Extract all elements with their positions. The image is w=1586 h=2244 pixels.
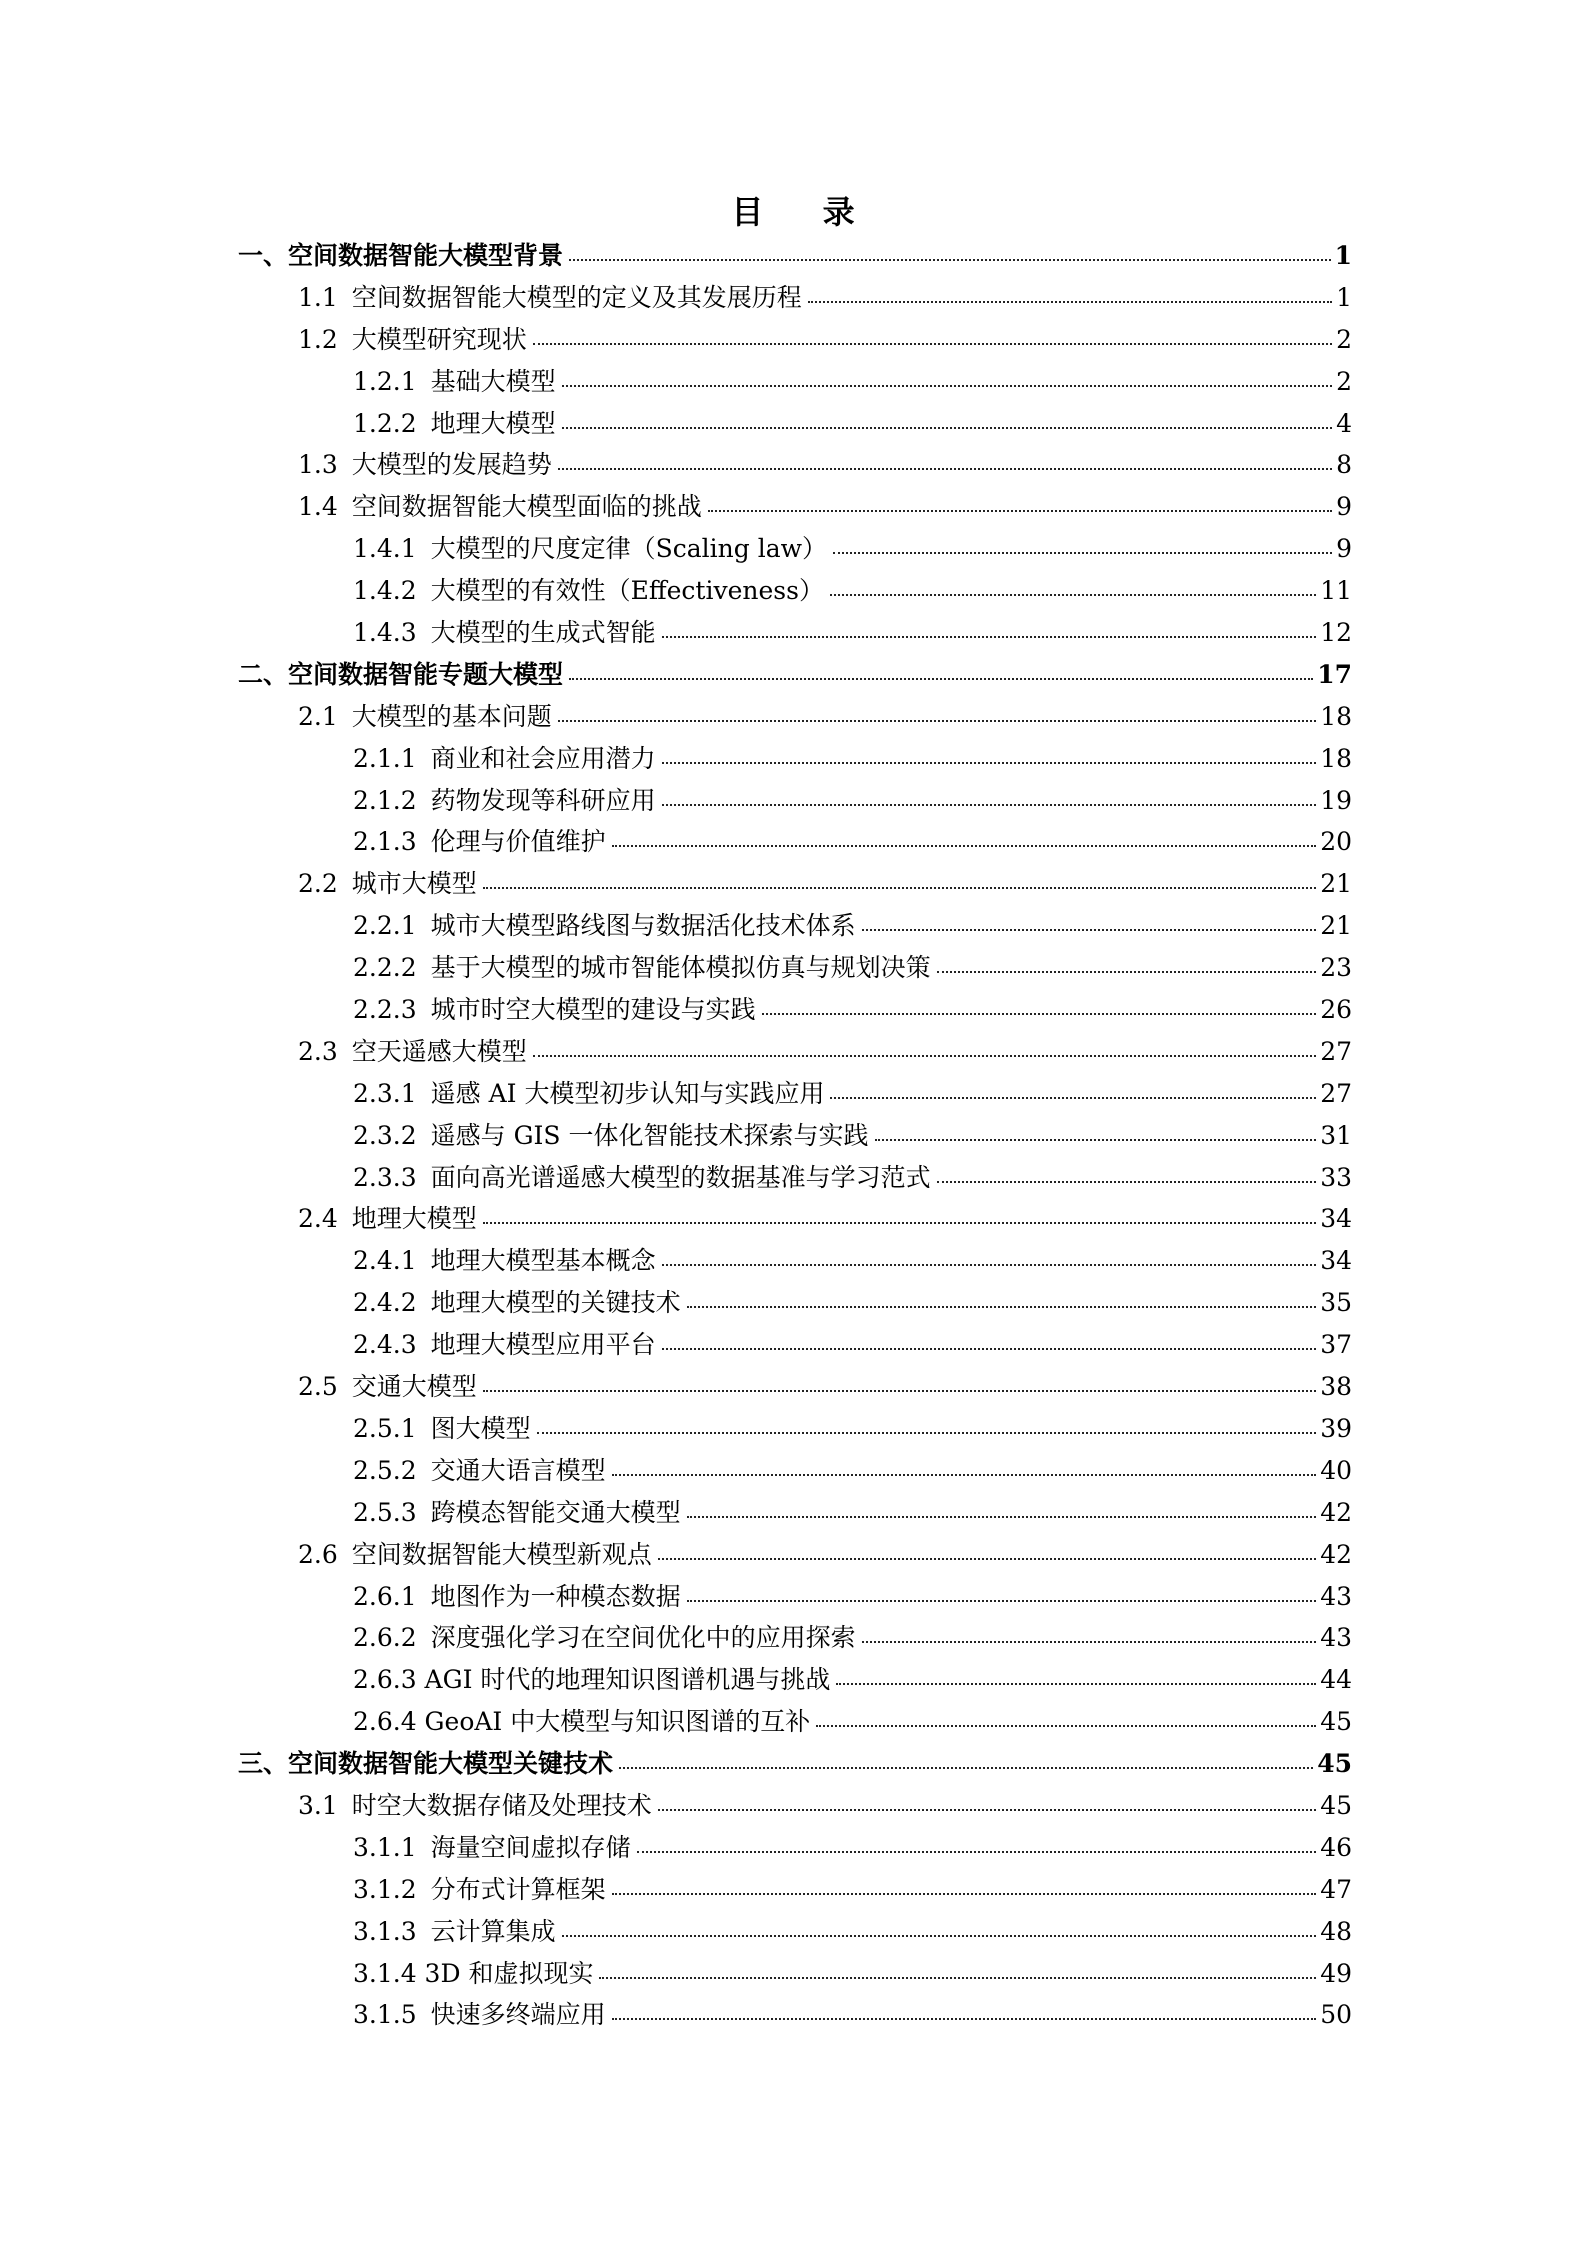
toc-entry-page-number: 45 — [1320, 1707, 1352, 1737]
toc-entry-label — [353, 1495, 681, 1531]
toc-entry-number: 2.6.1 — [353, 1581, 417, 1611]
toc-entry-label — [298, 1034, 527, 1070]
dot-leader — [708, 509, 1332, 512]
toc-entry[interactable] — [0, 1241, 1586, 1283]
toc-entry-number: 1.3 — [298, 450, 338, 480]
toc-entry-label — [298, 280, 802, 316]
dot-leader — [687, 1515, 1317, 1518]
toc-entry-text: 大模型的发展趋势 — [351, 450, 552, 480]
toc-entry-page-number: 27 — [1320, 1078, 1352, 1108]
toc-entry[interactable] — [0, 948, 1586, 990]
dot-leader — [533, 1054, 1316, 1057]
toc-entry-label — [353, 1076, 824, 1112]
toc-entry[interactable] — [0, 1158, 1586, 1200]
toc-entry-number: 2.4.2 — [353, 1288, 417, 1318]
dot-leader — [483, 1389, 1316, 1392]
toc-entry-text: 城市时空大模型的建设与实践 — [430, 995, 756, 1025]
toc-entry-number: 2.6.2 — [353, 1623, 417, 1653]
toc-entry-text: 城市大模型 — [351, 869, 477, 899]
toc-entry[interactable] — [0, 487, 1586, 529]
toc-entry[interactable] — [0, 1786, 1586, 1828]
toc-entry-label — [298, 1788, 652, 1824]
toc-entry[interactable] — [0, 1828, 1586, 1870]
toc-entry-text: 地理大模型 — [351, 1204, 477, 1234]
dot-leader — [558, 719, 1316, 722]
toc-entry-text: 遥感与 GIS 一体化智能技术探索与实践 — [430, 1120, 869, 1150]
toc-entry-page-number: 44 — [1320, 1665, 1352, 1695]
toc-entry-label — [353, 908, 856, 944]
toc-entry-number: 2.1.3 — [353, 827, 417, 857]
toc-entry-number: 2.3.1 — [353, 1078, 417, 1108]
toc-entry-text: 大模型的基本问题 — [351, 701, 552, 731]
toc-entry-label — [353, 1285, 681, 1321]
toc-entry-page-number: 37 — [1320, 1330, 1352, 1360]
toc-entry-label — [353, 1662, 830, 1698]
toc-entry-label — [298, 489, 702, 525]
dot-leader — [612, 844, 1317, 847]
toc-entry-label — [353, 573, 824, 609]
toc-entry-text: 交通大语言模型 — [430, 1455, 606, 1485]
dot-leader — [808, 300, 1332, 303]
toc-entry[interactable] — [0, 1325, 1586, 1367]
toc-entry-text: 大模型的有效性（Effectiveness） — [430, 576, 824, 606]
toc-entry-text: 面向高光谱遥感大模型的数据基准与学习范式 — [430, 1162, 931, 1192]
toc-entry-page-number: 4 — [1336, 408, 1352, 438]
dot-leader — [830, 593, 1316, 596]
toc-entry-number: 1.4.1 — [353, 534, 417, 564]
dot-leader — [562, 384, 1332, 387]
dot-leader — [569, 258, 1331, 261]
toc-entry-label — [353, 1997, 606, 2033]
dot-leader — [483, 1221, 1316, 1224]
toc-entry-label — [238, 657, 563, 693]
toc-entry-number: 3.1.5 — [353, 2000, 417, 2030]
toc-entry[interactable] — [0, 1912, 1586, 1954]
toc-entry[interactable] — [0, 1199, 1586, 1241]
toc-entry-page-number: 50 — [1320, 2000, 1352, 2030]
toc-entry-number: 2.5.1 — [353, 1413, 417, 1443]
toc-entry-page-number: 39 — [1320, 1413, 1352, 1443]
dot-leader — [862, 928, 1317, 931]
toc-entry[interactable] — [0, 1451, 1586, 1493]
toc-entry-page-number: 33 — [1320, 1162, 1352, 1192]
dot-leader — [937, 1180, 1317, 1183]
dot-leader — [687, 1305, 1317, 1308]
toc-entry-text: 2.6.3 AGI 时代的地理知识图谱机遇与挑战 — [353, 1665, 831, 1695]
dot-leader — [562, 1934, 1317, 1937]
toc-entry-text: 跨模态智能交通大模型 — [430, 1497, 681, 1527]
toc-entry-page-number: 43 — [1320, 1623, 1352, 1653]
toc-entry-page-number: 1 — [1334, 241, 1352, 270]
dot-leader — [937, 970, 1317, 973]
toc-entry[interactable] — [0, 1618, 1586, 1660]
toc-list — [0, 236, 1586, 2037]
toc-entry-number: 2.5 — [298, 1372, 338, 1402]
toc-entry-page-number: 38 — [1320, 1372, 1352, 1402]
toc-entry-text: 3.1.4 3D 和虚拟现实 — [353, 1958, 594, 1988]
toc-entry-label — [353, 406, 556, 442]
toc-entry[interactable] — [0, 362, 1586, 404]
toc-entry-number: 2.5.2 — [353, 1455, 417, 1485]
toc-entry-page-number: 45 — [1317, 1749, 1352, 1779]
toc-entry-page-number: 9 — [1336, 492, 1352, 522]
toc-entry-number: 1.2 — [298, 324, 338, 354]
toc-entry-page-number: 47 — [1320, 1874, 1352, 1904]
toc-entry-page-number: 12 — [1320, 618, 1352, 648]
toc-entry-text: 2.6.4 GeoAI 中大模型与知识图谱的互补 — [353, 1707, 811, 1737]
toc-entry[interactable] — [0, 1702, 1586, 1744]
toc-title: 目 录 — [731, 193, 879, 231]
toc-entry-page-number: 23 — [1320, 953, 1352, 983]
toc-entry[interactable] — [0, 1116, 1586, 1158]
toc-entry-number: 2.2.3 — [353, 995, 417, 1025]
dot-leader — [687, 1599, 1317, 1602]
toc-entry-text: 大模型的生成式智能 — [430, 618, 656, 648]
toc-entry[interactable] — [0, 990, 1586, 1032]
toc-entry[interactable] — [0, 529, 1586, 571]
toc-entry-page-number: 26 — [1320, 995, 1352, 1025]
toc-entry-label — [353, 950, 931, 986]
dot-leader — [558, 467, 1332, 470]
toc-entry[interactable] — [0, 906, 1586, 948]
toc-entry-text: 二、空间数据智能专题大模型 — [238, 659, 564, 689]
toc-entry-page-number: 45 — [1320, 1790, 1352, 1820]
toc-entry-text: 图大模型 — [430, 1413, 531, 1443]
dot-leader — [658, 1808, 1316, 1811]
toc-entry-number: 2.4.1 — [353, 1246, 417, 1276]
toc-entry[interactable] — [0, 1283, 1586, 1325]
toc-entry-text: 地图作为一种模态数据 — [430, 1581, 681, 1611]
toc-entry-number: 2.2.2 — [353, 953, 417, 983]
toc-entry-number: 1.2.2 — [353, 408, 417, 438]
toc-entry[interactable] — [0, 822, 1586, 864]
toc-entry-number: 2.3 — [298, 1036, 338, 1066]
toc-entry-page-number: 42 — [1320, 1497, 1352, 1527]
toc-entry-number: 2.5.3 — [353, 1497, 417, 1527]
toc-entry[interactable] — [0, 1744, 1586, 1786]
toc-entry-number: 2.4 — [298, 1204, 338, 1234]
dot-leader — [533, 342, 1332, 345]
toc-entry-text: 分布式计算框架 — [430, 1874, 606, 1904]
toc-entry-label — [298, 447, 552, 483]
toc-entry-text: 基于大模型的城市智能体模拟仿真与规划决策 — [430, 953, 931, 983]
dot-leader — [875, 1138, 1317, 1141]
toc-entry-number: 1.1 — [298, 282, 338, 312]
toc-entry-number: 3.1.1 — [353, 1832, 417, 1862]
toc-entry-number: 2.1 — [298, 701, 338, 731]
toc-entry-number: 2.3.3 — [353, 1162, 417, 1192]
toc-entry[interactable] — [0, 1032, 1586, 1074]
toc-entry-number: 3.1 — [298, 1790, 338, 1820]
toc-entry-label — [298, 1537, 652, 1573]
toc-entry-text: 空间数据智能大模型新观点 — [351, 1539, 652, 1569]
toc-entry-number: 1.4.2 — [353, 576, 417, 606]
dot-leader — [833, 551, 1332, 554]
toc-entry[interactable] — [0, 278, 1586, 320]
toc-entry-label — [353, 531, 827, 567]
toc-entry-page-number: 34 — [1320, 1246, 1352, 1276]
toc-entry-text: 基础大模型 — [430, 366, 556, 396]
toc-entry[interactable] — [0, 1660, 1586, 1702]
dot-leader — [612, 2017, 1317, 2020]
toc-entry-page-number: 48 — [1320, 1916, 1352, 1946]
dot-leader — [662, 635, 1317, 638]
toc-entry[interactable] — [0, 320, 1586, 362]
toc-entry-text: 交通大模型 — [351, 1372, 477, 1402]
toc-entry-label — [298, 866, 477, 902]
toc-entry-page-number: 17 — [1317, 659, 1352, 689]
toc-entry-label — [353, 1956, 593, 1992]
toc-entry-label — [353, 615, 656, 651]
toc-entry-text: 一、空间数据智能大模型背景 — [238, 241, 564, 270]
dot-leader — [836, 1682, 1316, 1685]
toc-entry-text: 地理大模型应用平台 — [430, 1330, 656, 1360]
toc-entry[interactable] — [0, 1577, 1586, 1619]
toc-entry[interactable] — [0, 1535, 1586, 1577]
toc-entry-label — [353, 364, 556, 400]
toc-entry-label — [353, 1453, 606, 1489]
toc-entry-text: 地理大模型基本概念 — [430, 1246, 656, 1276]
toc-entry-page-number: 31 — [1320, 1120, 1352, 1150]
toc-entry-label — [353, 992, 756, 1028]
toc-entry-text: 空间数据智能大模型的定义及其发展历程 — [351, 282, 802, 312]
toc-entry[interactable] — [0, 1870, 1586, 1912]
toc-entry-page-number: 40 — [1320, 1455, 1352, 1485]
toc-entry-number: 1.4 — [298, 492, 338, 522]
toc-entry[interactable] — [0, 236, 1586, 278]
toc-entry-page-number: 18 — [1320, 701, 1352, 731]
toc-entry-number: 2.2.1 — [353, 911, 417, 941]
toc-entry-label — [353, 1579, 681, 1615]
toc-entry[interactable] — [0, 571, 1586, 613]
toc-entry-text: 快速多终端应用 — [430, 2000, 606, 2030]
dot-leader — [662, 1263, 1317, 1266]
toc-entry-number: 2.1.1 — [353, 743, 417, 773]
toc-entry-page-number: 8 — [1336, 450, 1352, 480]
toc-entry-label — [353, 783, 656, 819]
dot-leader — [619, 1766, 1313, 1769]
toc-entry-page-number: 46 — [1320, 1832, 1352, 1862]
toc-entry-number: 2.1.2 — [353, 785, 417, 815]
toc-entry-label — [353, 824, 606, 860]
toc-entry-page-number: 19 — [1320, 785, 1352, 815]
toc-entry-page-number: 1 — [1336, 282, 1352, 312]
toc-entry-page-number: 20 — [1320, 827, 1352, 857]
toc-entry[interactable] — [0, 697, 1586, 739]
toc-entry-page-number: 35 — [1320, 1288, 1352, 1318]
dot-leader — [562, 426, 1332, 429]
toc-entry[interactable] — [0, 445, 1586, 487]
dot-leader — [658, 1557, 1316, 1560]
toc-entry-page-number: 49 — [1320, 1958, 1352, 1988]
dot-leader — [816, 1724, 1316, 1727]
toc-entry-label — [353, 1327, 656, 1363]
toc-entry-text: 深度强化学习在空间优化中的应用探索 — [430, 1623, 856, 1653]
toc-entry-number: 2.3.2 — [353, 1120, 417, 1150]
toc-entry-label — [238, 238, 563, 274]
toc-entry-page-number: 9 — [1336, 534, 1352, 564]
dot-leader — [612, 1473, 1317, 1476]
toc-entry[interactable] — [0, 1409, 1586, 1451]
toc-entry[interactable] — [0, 1074, 1586, 1116]
toc-entry-label — [353, 1160, 931, 1196]
toc-entry-label — [353, 1411, 531, 1447]
dot-leader — [569, 677, 1313, 680]
dot-leader — [612, 1892, 1317, 1895]
toc-entry[interactable] — [0, 864, 1586, 906]
toc-entry-page-number: 21 — [1320, 869, 1352, 899]
toc-entry-text: 城市大模型路线图与数据活化技术体系 — [430, 911, 856, 941]
toc-entry-page-number: 21 — [1320, 911, 1352, 941]
dot-leader — [637, 1850, 1317, 1853]
toc-entry-number: 1.2.1 — [353, 366, 417, 396]
toc-entry-number: 3.1.3 — [353, 1916, 417, 1946]
toc-entry-text: 地理大模型的关键技术 — [430, 1288, 681, 1318]
toc-entry-page-number: 11 — [1320, 576, 1352, 606]
toc-entry-text: 空间数据智能大模型面临的挑战 — [351, 492, 702, 522]
toc-entry-text: 海量空间虚拟存储 — [430, 1832, 631, 1862]
dot-leader — [662, 761, 1317, 764]
toc-entry-label — [298, 1369, 477, 1405]
toc-entry[interactable] — [0, 781, 1586, 823]
dot-leader — [662, 803, 1317, 806]
dot-leader — [662, 1347, 1317, 1350]
toc-entry[interactable] — [0, 1995, 1586, 2037]
toc-entry-label — [353, 1830, 631, 1866]
toc-entry-label — [298, 699, 552, 735]
toc-entry-number: 2.2 — [298, 869, 338, 899]
toc-entry-label — [353, 1118, 869, 1154]
toc-entry[interactable] — [0, 1954, 1586, 1996]
toc-entry-label — [298, 322, 527, 358]
toc-entry[interactable] — [0, 739, 1586, 781]
dot-leader — [483, 886, 1316, 889]
toc-entry-label — [238, 1746, 613, 1782]
toc-entry-page-number: 27 — [1320, 1036, 1352, 1066]
toc-entry-page-number: 43 — [1320, 1581, 1352, 1611]
toc-entry-text: 时空大数据存储及处理技术 — [351, 1790, 652, 1820]
toc-entry[interactable] — [0, 404, 1586, 446]
toc-entry-label — [298, 1201, 477, 1237]
toc-entry[interactable] — [0, 655, 1586, 697]
toc-entry-text: 三、空间数据智能大模型关键技术 — [238, 1749, 614, 1779]
dot-leader — [599, 1976, 1316, 1979]
toc-entry-text: 云计算集成 — [430, 1916, 556, 1946]
toc-entry-page-number: 42 — [1320, 1539, 1352, 1569]
toc-entry-label — [353, 1620, 856, 1656]
toc-entry-label — [353, 741, 656, 777]
toc-entry-text: 商业和社会应用潜力 — [430, 743, 656, 773]
toc-entry-label — [353, 1704, 810, 1740]
toc-entry-label — [353, 1872, 606, 1908]
toc-entry-page-number: 34 — [1320, 1204, 1352, 1234]
toc-entry-text: 大模型研究现状 — [351, 324, 527, 354]
dot-leader — [862, 1640, 1317, 1643]
toc-entry-page-number: 2 — [1336, 366, 1352, 396]
toc-entry-number: 3.1.2 — [353, 1874, 417, 1904]
toc-entry-text: 药物发现等科研应用 — [430, 785, 656, 815]
toc-entry-text: 空天遥感大模型 — [351, 1036, 527, 1066]
toc-entry-label — [353, 1914, 556, 1950]
toc-entry-number: 2.6 — [298, 1539, 338, 1569]
toc-entry[interactable] — [0, 613, 1586, 655]
toc-entry-label — [353, 1243, 656, 1279]
toc-entry-text: 伦理与价值维护 — [430, 827, 606, 857]
toc-entry-number: 1.4.3 — [353, 618, 417, 648]
toc-entry-text: 遥感 AI 大模型初步认知与实践应用 — [430, 1078, 825, 1108]
toc-entry-text: 地理大模型 — [430, 408, 556, 438]
toc-entry[interactable] — [0, 1493, 1586, 1535]
toc-entry-page-number: 18 — [1320, 743, 1352, 773]
toc-entry-number: 2.4.3 — [353, 1330, 417, 1360]
toc-entry[interactable] — [0, 1367, 1586, 1409]
toc-entry-text: 大模型的尺度定律（Scaling law） — [430, 534, 828, 564]
dot-leader — [762, 1012, 1317, 1015]
toc-entry-page-number: 2 — [1336, 324, 1352, 354]
dot-leader — [830, 1096, 1316, 1099]
dot-leader — [537, 1431, 1317, 1434]
